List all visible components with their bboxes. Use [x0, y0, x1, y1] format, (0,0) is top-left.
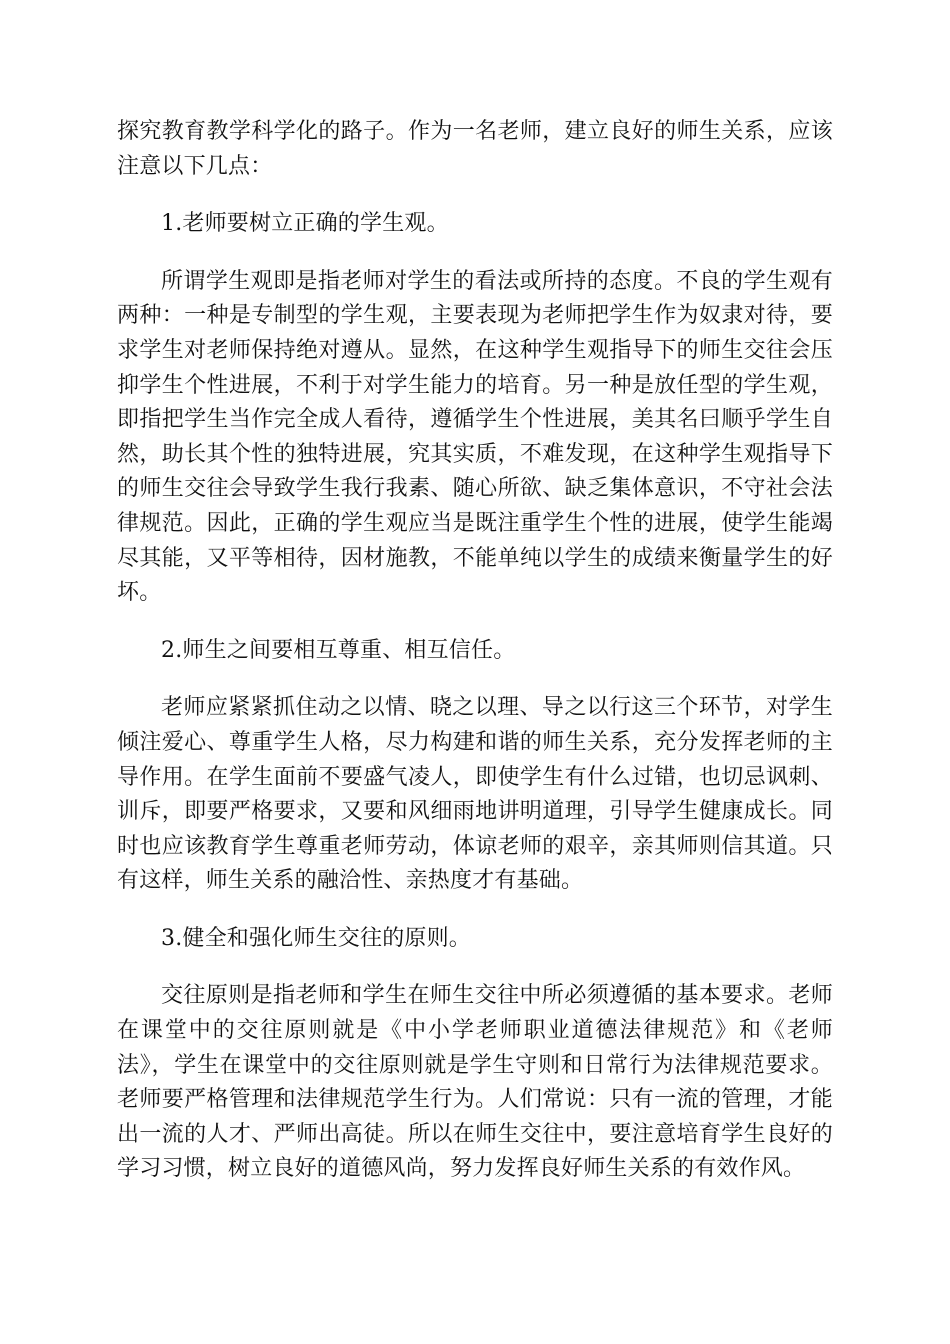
section-heading-2: 2.师生之间要相互尊重、相互信任。 [161, 637, 516, 663]
paragraph-mutual-respect: 老师应紧紧抓住动之以情、晓之以理、导之以行这三个环节，对学生倾注爱心、尊重学生人格，尽力构建和谐的师生关系，充分发挥老师的主导作用。在学生面前不要盛气凌人，即使学生有什么过错，也切忌讽刺、训斥，即要严格要求，又要和风细雨地讲明道理，引导学生健康成长。同时也应该教育学生尊重老师劳动，体谅老师的艰辛，亲其师则信其道。只有这样，师生关系的融洽性、亲热度才有基础。 [117, 695, 833, 894]
section-heading-3: 3.健全和强化师生交往的原则。 [161, 925, 471, 951]
section-heading-1: 1.老师要树立正确的学生观。 [161, 211, 449, 237]
paragraph-interaction-principles: 交往原则是指老师和学生在师生交往中所必须遵循的基本要求。老师在课堂中的交往原则就是《中小学老师职业道德法律规范》和《老师法》，学生在课堂中的交往原则就是学生守则和日常行为法律规范要求。老师要严格管理和法律规范学生行为。人们常说：只有一流的管理，才能出一流的人才、严师出高徒。所以在师生交往中，要注意培育学生良好的学习习惯，树立良好的道德风尚，努力发挥良好师生关系的有效作风。 [117, 983, 833, 1182]
paragraph-intro-continued: 探究教育教学科学化的路子。作为一名老师，建立良好的师生关系，应该注意以下几点： [117, 119, 833, 179]
paragraph-student-view: 所谓学生观即是指老师对学生的看法或所持的态度。不良的学生观有两种：一种是专制型的学生观，主要表现为老师把学生作为奴隶对待，要求学生对老师保持绝对遵从。显然，在这种学生观指导下的师生交往会压抑学生个性进展，不利于对学生能力的培育。另一种是放任型的学生观，即指把学生当作完全成人看待，遵循学生个性进展，美其名曰顺乎学生自然，助长其个性的独特进展，究其实质，不难发现，在这种学生观指导下的师生交往会导致学生我行我素、随心所欲、缺乏集体意识，不守社会法律规范。因此，正确的学生观应当是既注重学生个性的进展，使学生能竭尽其能，又平等相待，因材施教，不能单纯以学生的成绩来衡量学生的好坏。 [117, 268, 833, 606]
